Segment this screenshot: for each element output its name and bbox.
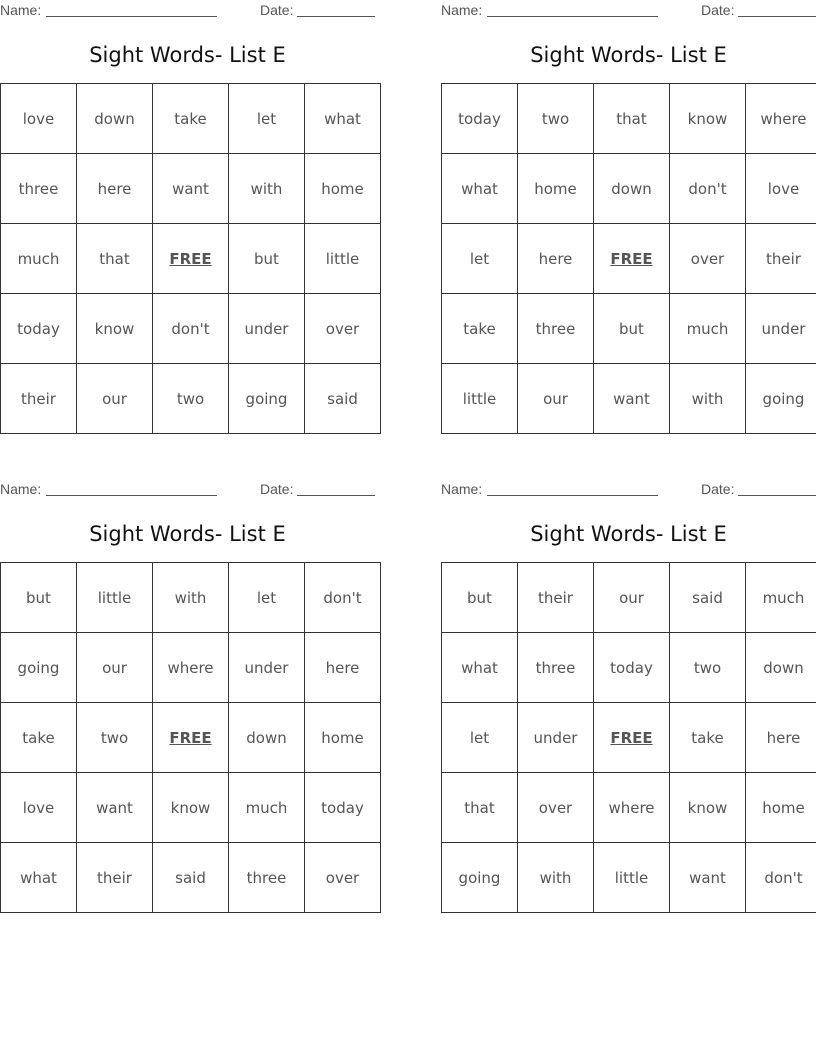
word-cell: home (305, 154, 381, 224)
word-cell: let (229, 563, 305, 633)
word-cell: let (229, 84, 305, 154)
word-cell: what (305, 84, 381, 154)
free-space-cell: FREE (153, 703, 229, 773)
word-cell: going (442, 843, 518, 913)
word-cell: that (442, 773, 518, 843)
word-cell: little (594, 843, 670, 913)
word-cell: their (1, 364, 77, 434)
word-cell: home (746, 773, 816, 843)
bingo-grid (441, 562, 816, 913)
name-field-line (487, 16, 658, 17)
word-cell: let (442, 703, 518, 773)
word-cell: don't (746, 843, 816, 913)
word-cell: two (153, 364, 229, 434)
word-cell: going (1, 633, 77, 703)
free-space-cell: FREE (594, 224, 670, 294)
word-cell: said (670, 563, 746, 633)
card-title: Sight Words- List E (530, 522, 727, 546)
word-cell: going (746, 364, 816, 434)
word-cell: don't (670, 154, 746, 224)
word-cell: little (77, 563, 153, 633)
word-cell: love (1, 773, 77, 843)
word-cell: that (594, 84, 670, 154)
word-cell: take (670, 703, 746, 773)
word-cell: home (305, 703, 381, 773)
word-cell: here (746, 703, 816, 773)
word-cell: under (518, 703, 594, 773)
bingo-grid (0, 83, 381, 434)
word-cell: know (670, 773, 746, 843)
grid-row (442, 563, 816, 633)
free-space-cell: FREE (153, 224, 229, 294)
word-cell: today (594, 633, 670, 703)
word-cell: two (518, 84, 594, 154)
word-cell: with (518, 843, 594, 913)
word-cell: three (1, 154, 77, 224)
card-title: Sight Words- List E (530, 43, 727, 67)
date-label: Date: (701, 481, 735, 497)
word-cell: much (670, 294, 746, 364)
word-cell: where (153, 633, 229, 703)
date-label: Date: (260, 481, 294, 497)
date-field-line (297, 495, 375, 496)
word-cell: want (670, 843, 746, 913)
word-cell: take (153, 84, 229, 154)
name-label: Name: (441, 481, 483, 497)
word-cell: their (746, 224, 816, 294)
word-cell: don't (305, 563, 381, 633)
word-cell: what (442, 633, 518, 703)
word-cell: today (1, 294, 77, 364)
word-cell: our (77, 633, 153, 703)
word-cell: love (1, 84, 77, 154)
grid-row (1, 633, 381, 703)
word-cell: know (670, 84, 746, 154)
word-cell: here (77, 154, 153, 224)
word-cell: our (77, 364, 153, 434)
name-field-line (46, 16, 217, 17)
word-cell: what (442, 154, 518, 224)
word-cell: with (229, 154, 305, 224)
bingo-card-1 (0, 0, 375, 408)
grid-row (442, 154, 816, 224)
bingo-card-4 (441, 479, 816, 887)
grid-row (442, 224, 816, 294)
word-cell: under (229, 633, 305, 703)
word-cell: our (594, 563, 670, 633)
name-field-line (487, 495, 658, 496)
word-cell: three (518, 294, 594, 364)
date-field-line (738, 495, 816, 496)
free-space-cell: FREE (594, 703, 670, 773)
word-cell: two (77, 703, 153, 773)
date-field-line (297, 16, 375, 17)
bingo-grid (0, 562, 381, 913)
grid-row (442, 633, 816, 703)
card-header (441, 0, 816, 20)
word-cell: our (518, 364, 594, 434)
word-cell: want (153, 154, 229, 224)
grid-row (1, 154, 381, 224)
word-cell: over (305, 294, 381, 364)
word-cell: their (77, 843, 153, 913)
date-label: Date: (701, 2, 735, 18)
word-cell: here (305, 633, 381, 703)
word-cell: with (670, 364, 746, 434)
word-cell: much (229, 773, 305, 843)
name-label: Name: (0, 2, 42, 18)
word-cell: what (1, 843, 77, 913)
grid-row (442, 773, 816, 843)
word-cell: take (442, 294, 518, 364)
word-cell: where (594, 773, 670, 843)
grid-row (1, 703, 381, 773)
word-cell: here (518, 224, 594, 294)
bingo-card-2 (441, 0, 816, 408)
word-cell: under (229, 294, 305, 364)
grid-row (1, 364, 381, 434)
word-cell: but (594, 294, 670, 364)
word-cell: with (153, 563, 229, 633)
word-cell: know (77, 294, 153, 364)
word-cell: know (153, 773, 229, 843)
word-cell: much (746, 563, 816, 633)
word-cell: don't (153, 294, 229, 364)
word-cell: want (77, 773, 153, 843)
grid-row (442, 84, 816, 154)
date-label: Date: (260, 2, 294, 18)
grid-row (442, 364, 816, 434)
word-cell: said (305, 364, 381, 434)
word-cell: today (442, 84, 518, 154)
name-label: Name: (441, 2, 483, 18)
word-cell: three (518, 633, 594, 703)
word-cell: take (1, 703, 77, 773)
word-cell: today (305, 773, 381, 843)
bingo-grid (441, 83, 816, 434)
grid-row (1, 84, 381, 154)
word-cell: down (77, 84, 153, 154)
word-cell: down (229, 703, 305, 773)
grid-row (442, 703, 816, 773)
word-cell: much (1, 224, 77, 294)
word-cell: over (670, 224, 746, 294)
word-cell: under (746, 294, 816, 364)
name-label: Name: (0, 481, 42, 497)
word-cell: over (305, 843, 381, 913)
bingo-card-3 (0, 479, 375, 887)
word-cell: little (305, 224, 381, 294)
word-cell: but (229, 224, 305, 294)
grid-row (1, 563, 381, 633)
card-header (0, 0, 375, 20)
grid-row (442, 294, 816, 364)
card-title: Sight Words- List E (89, 522, 286, 546)
grid-row (1, 294, 381, 364)
word-cell: going (229, 364, 305, 434)
date-field-line (738, 16, 816, 17)
word-cell: their (518, 563, 594, 633)
grid-row (1, 773, 381, 843)
word-cell: want (594, 364, 670, 434)
grid-row (1, 843, 381, 913)
word-cell: let (442, 224, 518, 294)
word-cell: down (594, 154, 670, 224)
word-cell: but (1, 563, 77, 633)
word-cell: but (442, 563, 518, 633)
word-cell: home (518, 154, 594, 224)
word-cell: two (670, 633, 746, 703)
grid-row (1, 224, 381, 294)
word-cell: down (746, 633, 816, 703)
card-header (441, 479, 816, 499)
word-cell: over (518, 773, 594, 843)
card-title: Sight Words- List E (89, 43, 286, 67)
word-cell: that (77, 224, 153, 294)
word-cell: said (153, 843, 229, 913)
card-header (0, 479, 375, 499)
word-cell: love (746, 154, 816, 224)
word-cell: where (746, 84, 816, 154)
grid-row (442, 843, 816, 913)
word-cell: three (229, 843, 305, 913)
name-field-line (46, 495, 217, 496)
word-cell: little (442, 364, 518, 434)
